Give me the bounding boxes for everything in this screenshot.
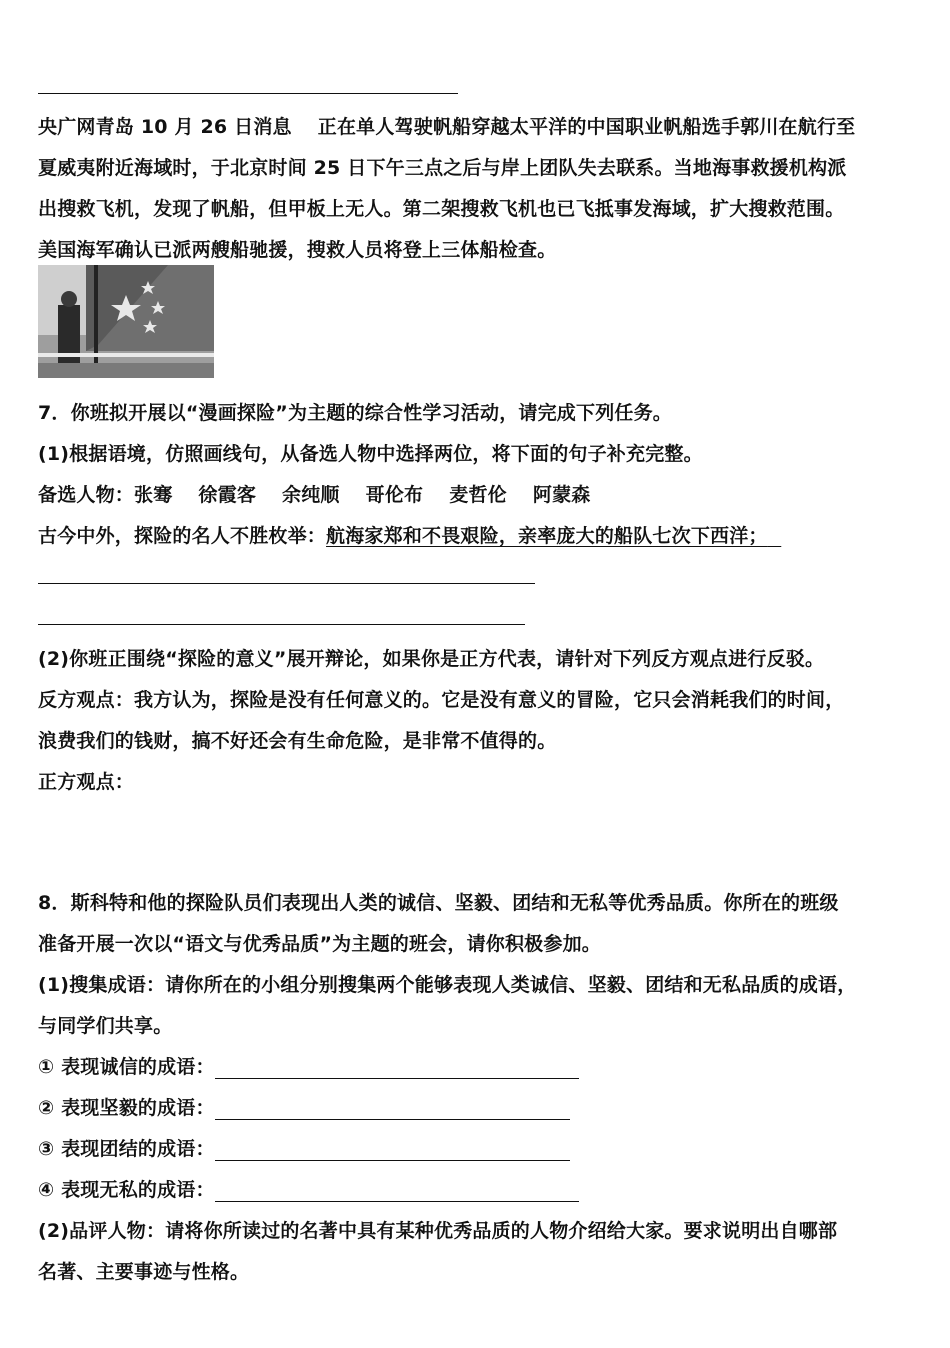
idiom-item-perseverance	[38, 1093, 570, 1120]
example-sentence-prefix: 古今中外，探险的名人不胜枚举：	[38, 525, 327, 547]
answer-blank-line[interactable]	[215, 1058, 579, 1079]
question-7-part-2: (2)你班正围绕“探险的意义”展开辩论，如果你是正方代表，请针对下列反方观点进行反驳。	[38, 648, 825, 670]
question-8-part-2-line-2: 名著、主要事迹与性格。	[38, 1261, 250, 1283]
answer-blank-line[interactable]	[38, 583, 535, 584]
idiom-item-selflessness	[38, 1175, 579, 1202]
question-8-part-1-line-1: (1)搜集成语：请你所在的小组分别搜集两个能够表现人类诚信、坚毅、团结和无私品质的成语，	[38, 974, 857, 996]
answer-blank-line	[38, 93, 458, 94]
idiom-item-label: ① 表现诚信的成语：	[38, 1056, 215, 1078]
example-sentence	[38, 521, 781, 548]
question-8-line-2: 准备开展一次以“语文与优秀品质”为主题的班会，请你积极参加。	[38, 933, 601, 955]
news-line-4: 美国海军确认已派两艘船驰援，搜救人员将登上三体船检查。	[38, 239, 557, 261]
answer-blank-line[interactable]	[215, 1181, 579, 1202]
question-8-part-1-line-2: 与同学们共享。	[38, 1015, 173, 1037]
news-line-2: 夏威夷附近海域时，于北京时间 25 日下午三点之后与岸上团队失去联系。当地海事救援机构派	[38, 157, 847, 179]
example-sentence-underlined: 航海家郑和不畏艰险，亲率庞大的船队七次下西洋；	[326, 525, 768, 547]
answer-blank-line[interactable]	[38, 624, 525, 625]
news-line-3: 出搜救飞机，发现了帆船，但甲板上无人。第二架搜救飞机也已飞抵事发海域，扩大搜救范围。	[38, 198, 845, 220]
opposition-view-line-2: 浪费我们的钱财，搞不好还会有生命危险，是非常不值得的。	[38, 730, 557, 752]
answer-blank-line[interactable]	[215, 1140, 570, 1161]
idiom-item-label: ④ 表现无私的成语：	[38, 1179, 215, 1201]
candidate-figures: 备选人物：张骞 徐霞客 余纯顺 哥伦布 麦哲伦 阿蒙森	[38, 484, 591, 506]
pro-view-label: 正方观点：	[38, 771, 135, 793]
question-7-part-1: (1)根据语境，仿照画线句，从备选人物中选择两位，将下面的句子补充完整。	[38, 443, 703, 465]
news-line-1: 央广网青岛 10 月 26 日消息 正在单人驾驶帆船穿越太平洋的中国职业帆船选手郭川在航行至	[38, 116, 856, 138]
question-7-title: 7．你班拟开展以“漫画探险”为主题的综合性学习活动，请完成下列任务。	[38, 402, 672, 424]
opposition-view-line-1: 反方观点：我方认为，探险是没有任何意义的。它是没有意义的冒险，它只会消耗我们的时间，	[38, 689, 845, 711]
idiom-item-label: ② 表现坚毅的成语：	[38, 1097, 215, 1119]
question-8-part-2-line-1: (2)品评人物：请将你所读过的名著中具有某种优秀品质的人物介绍给大家。要求说明出自哪部	[38, 1220, 838, 1242]
idiom-item-honesty	[38, 1052, 579, 1079]
sailor-photo	[38, 265, 214, 378]
idiom-item-label: ③ 表现团结的成语：	[38, 1138, 215, 1160]
answer-blank-line[interactable]	[215, 1099, 570, 1120]
question-8-line-1: 8．斯科特和他的探险队员们表现出人类的诚信、坚毅、团结和无私等优秀品质。你所在的班级	[38, 892, 839, 914]
idiom-item-unity	[38, 1134, 570, 1161]
